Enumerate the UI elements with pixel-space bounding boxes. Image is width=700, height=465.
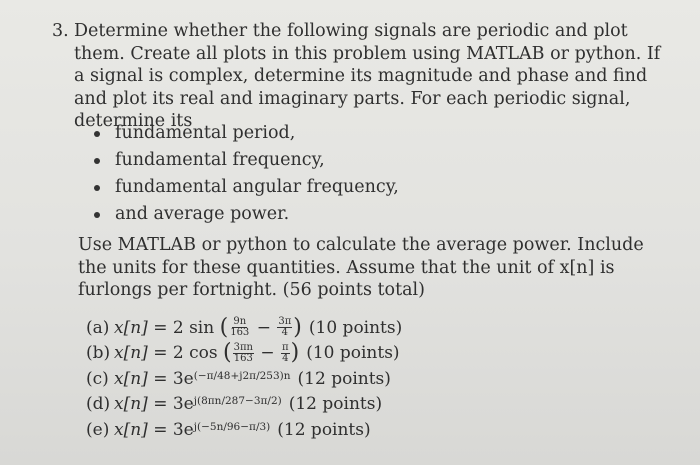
minus-sign: −: [260, 343, 275, 364]
fraction: $\frac{3\pi n}{163}$: [233, 341, 253, 364]
minus-sign: −: [256, 317, 271, 338]
problem-statement: [52, 20, 672, 133]
right-paren: ): [290, 340, 300, 366]
subparts: [86, 315, 402, 443]
quantities-list: [94, 120, 399, 228]
points-value: (12 points): [297, 368, 391, 389]
problem-intro: Determine whether the following signals are periodic and plot them. Create all plots in this problem using MATLAB or python. If a signal is complex, determine its magnitude and phase and find and plot its real and imaginary parts. For each periodic signal, determine its: [74, 21, 661, 131]
points-value: (10 points): [306, 343, 400, 364]
part-label: (d): [86, 394, 111, 415]
part-label: (c): [86, 368, 109, 389]
points-value: (12 points): [277, 419, 371, 440]
signal-exponent: (−π/48+j2π/253)n: [193, 369, 291, 382]
instructions-paragraph: Use MATLAB or python to calculate the average power. Include the units for these quantities. Assume that the unit of x[n] is furlongs per fortnight. (56 points total): [78, 235, 644, 300]
part-b: [86, 341, 402, 367]
signal-function: = 2 cos: [153, 343, 218, 364]
signal-base: = 3e: [153, 368, 194, 389]
list-item: fundamental angular frequency,: [94, 174, 399, 201]
part-label: (e): [86, 419, 110, 440]
part-d: [86, 392, 402, 418]
bullet-icon: [94, 185, 100, 191]
fraction: $\frac{3\pi}{4}$: [278, 316, 292, 339]
problem-number: 3.: [52, 21, 69, 41]
fraction: $\frac{9n}{163}$: [230, 316, 250, 339]
signal-exponent: j(−5n/96−π/3): [193, 420, 271, 433]
bullet-icon: [94, 212, 100, 218]
signal-lhs: x[n]: [114, 419, 148, 440]
left-paren: (: [219, 314, 229, 340]
right-paren: ): [293, 314, 302, 340]
list-item: fundamental period,: [94, 120, 399, 147]
bullet-icon: [94, 131, 100, 137]
part-label: (a): [86, 317, 110, 338]
signal-base: = 3e: [153, 394, 194, 415]
signal-base: = 3e: [153, 419, 194, 440]
part-c: [86, 366, 402, 392]
points-value: (10 points): [308, 317, 403, 338]
part-a: [86, 315, 402, 341]
left-paren: (: [222, 340, 232, 366]
bullet-icon: [94, 158, 100, 164]
signal-lhs: x[n]: [114, 394, 148, 415]
part-label: (b): [86, 343, 111, 364]
fraction: $\frac{\pi}{4}$: [282, 341, 289, 364]
list-item: fundamental frequency,: [94, 147, 399, 174]
signal-lhs: x[n]: [114, 317, 148, 338]
signal-lhs: x[n]: [114, 368, 148, 389]
part-e: [86, 417, 402, 443]
points-value: (12 points): [288, 394, 383, 415]
signal-lhs: x[n]: [114, 343, 148, 364]
signal-exponent: j(8πn/287−3π/2): [193, 395, 282, 408]
list-item: and average power.: [94, 201, 399, 228]
signal-function: = 2 sin: [153, 317, 215, 338]
